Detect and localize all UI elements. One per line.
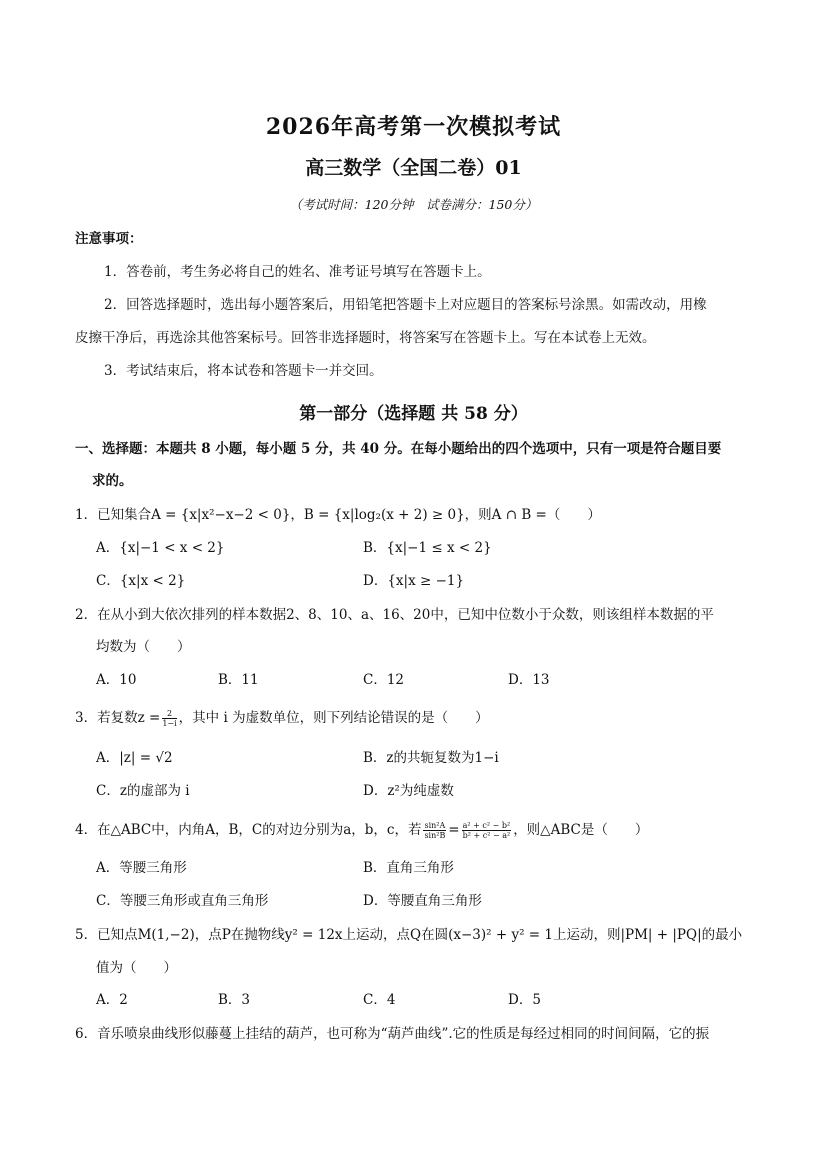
question-4-option-d: D．等腰直角三角形: [363, 893, 482, 909]
question-3-fraction: [162, 709, 176, 728]
question-4-stem: [75, 820, 757, 840]
part1-intro-line-1: 一、选择题：本题共 8 小题，每小题 5 分，共 40 分。在每小题给出的四个选项中，只有一项是符合题目要: [75, 441, 722, 457]
question-4-fraction-2-denominator: b² + c² − a²: [462, 831, 511, 840]
question-5-option-a: A．2: [96, 992, 128, 1008]
question-1-option-c: C．{x|x < 2}: [96, 573, 186, 589]
notice-item-3: 3．考试结束后，将本试卷和答题卡一并交回。: [104, 363, 383, 379]
question-1-stem: 1．已知集合A = {x|x²−x−2 < 0}，B = {x|log₂(x + 2) ≥ 0}，则A ∩ B =（ ）: [75, 507, 601, 523]
question-2-option-b: B．11: [218, 672, 259, 688]
question-4-option-c: C．等腰三角形或直角三角形: [96, 893, 269, 909]
question-4-fraction-1: [423, 821, 446, 840]
question-4-equals: =: [448, 822, 460, 838]
question-2-option-d: D．13: [508, 672, 550, 688]
question-4-fraction-2-numerator: a² + c² − b²: [462, 821, 511, 830]
question-3-option-c: C．z的虚部为 i: [96, 783, 190, 799]
question-3-fraction-denominator: 1−i: [162, 719, 177, 728]
question-2-stem-line-2: 均数为（ ）: [96, 639, 191, 655]
question-5-option-d: D．5: [508, 992, 541, 1008]
question-2-option-c: C．12: [363, 672, 405, 688]
question-4-option-a: A．等腰三角形: [96, 860, 187, 876]
question-3-stem-pre: 3．若复数z =: [75, 710, 161, 726]
question-5-stem-line-1: 5．已知点M(1,−2)，点P在抛物线y² = 12x上运动，点Q在圆(x−3)² + y² = 1上运动，则|PM| + |PQ|的最小: [75, 927, 743, 943]
notice-item-2-line-1: 2．回答选择题时，选出每小题答案后，用铅笔把答题卡上对应题目的答案标号涂黑。如需改动，用橡: [104, 297, 707, 313]
part1-heading: 第一部分（选择题 共 58 分）: [299, 404, 528, 424]
question-3-stem-post: ，其中 i 为虚数单位，则下列结论错误的是（ ）: [178, 710, 489, 726]
question-1-option-d: D．{x|x ≥ −1}: [363, 573, 465, 589]
question-3-fraction-numerator: 2: [162, 709, 176, 719]
question-1-option-b: B．{x|−1 ≤ x < 2}: [363, 540, 492, 556]
question-5-stem-line-2: 值为（ ）: [96, 960, 177, 976]
question-3-stem: [75, 708, 757, 728]
notice-heading: 注意事项：: [75, 231, 143, 247]
question-4-stem-post: ，则△ABC是（ ）: [513, 822, 649, 838]
question-2-option-a: A．10: [96, 672, 137, 688]
part1-intro-line-2: 求的。: [92, 473, 133, 489]
question-4-stem-pre: 4．在△ABC中，内角A，B，C的对边分别为a，b，c，若: [75, 822, 422, 838]
question-4-option-b: B．直角三角形: [363, 860, 454, 876]
question-1-option-a: A．{x|−1 < x < 2}: [96, 540, 225, 556]
exam-info: （考试时间：120分钟 试卷满分：150分）: [289, 197, 538, 212]
question-3-option-d: D．z²为纯虚数: [363, 783, 454, 799]
question-2-stem-line-1: 2．在从小到大依次排列的样本数据2、8、10、a、16、20中，已知中位数小于众数，则该组样本数据的平: [75, 607, 714, 623]
question-4-fraction-1-denominator: sin²B: [424, 831, 446, 840]
question-5-option-b: B．3: [218, 992, 251, 1008]
notice-item-2-line-2: 皮擦干净后，再选涂其他答案标号。回答非选择题时，将答案写在答题卡上。写在本试卷上无效。: [75, 330, 656, 346]
question-6-stem-line-1: 6．音乐喷泉曲线形似藤蔓上挂结的葫芦，也可称为“葫芦曲线”.它的性质是每经过相同的时间间隔，它的振: [75, 1026, 710, 1042]
question-4-fraction-1-numerator: sin²A: [424, 821, 446, 830]
question-3-option-b: B．z的共轭复数为1−i: [363, 750, 499, 766]
notice-item-1: 1．答卷前，考生务必将自己的姓名、准考证号填写在答题卡上。: [104, 264, 491, 280]
question-5-option-c: C．4: [363, 992, 396, 1008]
exam-title: 2026年高考第一次模拟考试: [265, 114, 562, 140]
question-3-option-a: A．|z| = √2: [96, 750, 173, 766]
question-4-fraction-2: [462, 821, 512, 840]
exam-subtitle: 高三数学（全国二卷）01: [305, 157, 522, 179]
